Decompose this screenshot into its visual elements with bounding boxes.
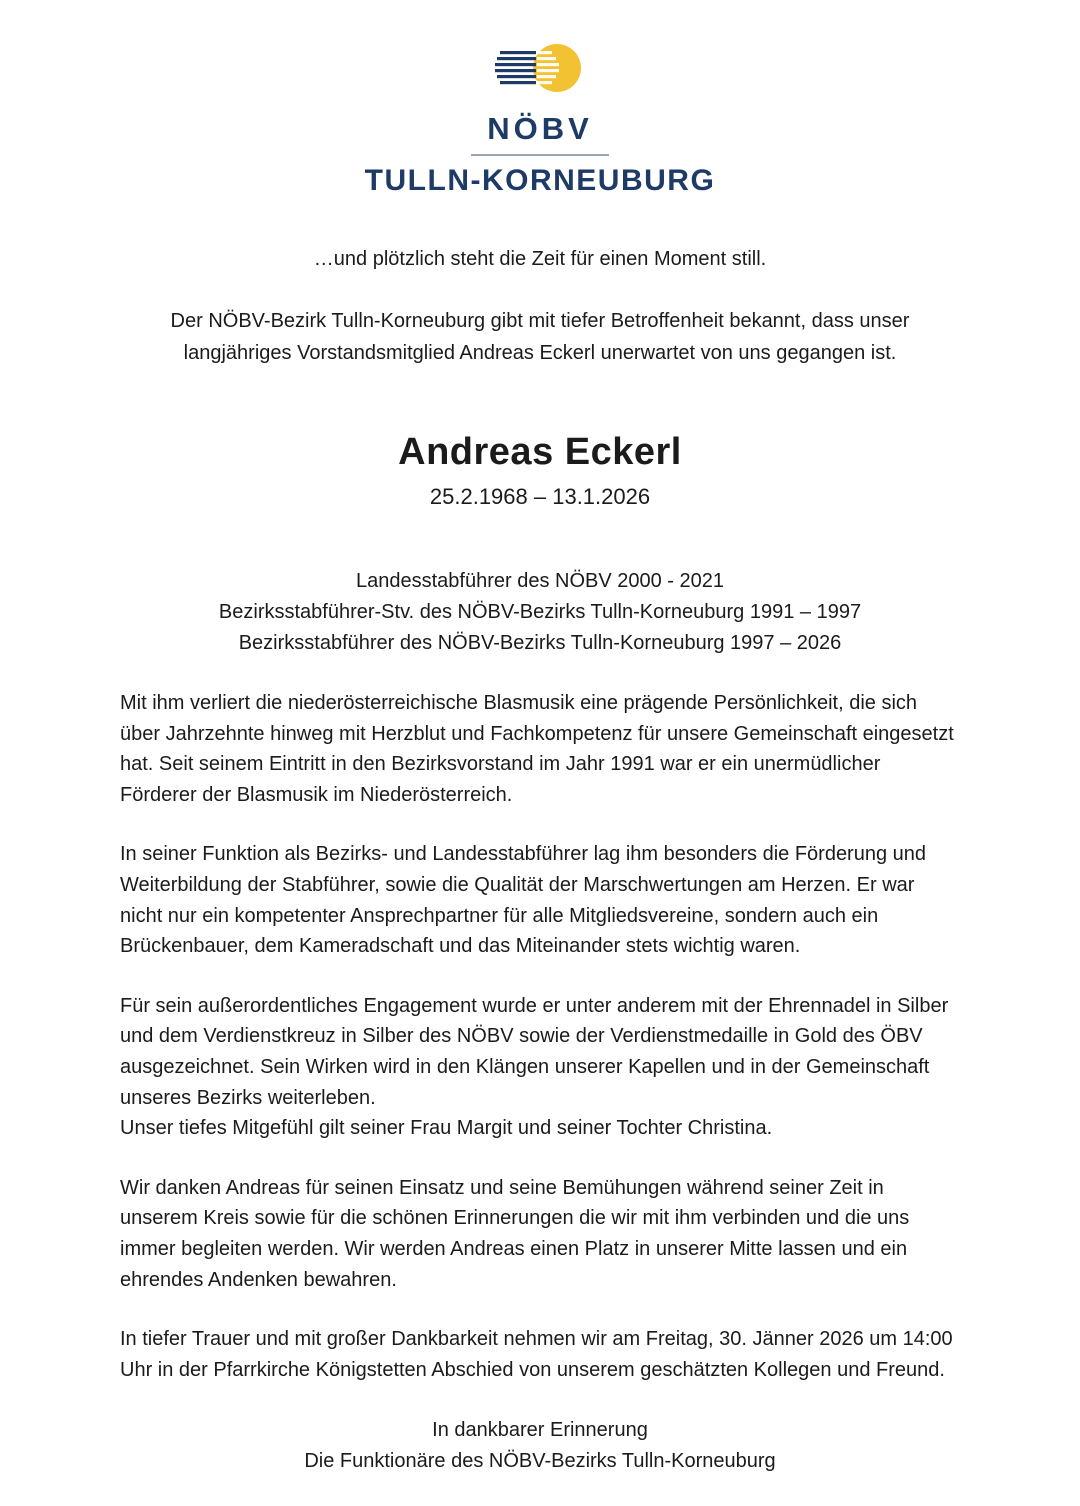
announcement-text: Der NÖBV-Bezirk Tulln-Korneuburg gibt mit tiefer Betroffenheit bekannt, dass unser langjähriges Vorstandsmitglied Andreas Eckerl unerwartet von uns gegangen ist. — [170, 310, 910, 364]
roles-list — [120, 566, 960, 659]
logo-brand-text: NÖBV — [487, 111, 593, 146]
obituary-paragraph-1: Mit ihm verliert die niederösterreichische Blasmusik eine prägende Persönlichkeit, die sich über Jahrzehnte hinweg mit Herzblut und Fachkompetenz für unsere Gemeinschaft eingesetzt hat. Seit seinem Eintritt in den Bezirksvorstand im Jahr 1991 war er ein unermüdlicher Förderer der Blasmusik im Niederösterreich. — [120, 692, 954, 806]
role-line-landesstabfuehrer: Landesstabführer des NÖBV 2000 - 2021 — [355, 570, 725, 592]
deceased-name: Andreas Eckerl — [398, 431, 682, 473]
closing-block — [120, 1415, 960, 1477]
obituary-paragraph-3: Für sein außerordentliches Engagement wurde er unter anderem mit der Ehrennadel in Silber und dem Verdienstkreuz in Silber des NÖBV sowie der Verdienstmedaille in Gold des ÖBV ausgezeichnet. Sein Wirken wird in den Klängen unserer Kapellen und in der Gemeinschaft unseres Bezirks weiterleben. — [120, 994, 949, 1109]
closing-line-1: In dankbarer Erinnerung — [432, 1419, 648, 1442]
nobv-logo — [120, 40, 960, 198]
logo-region-text: TULLN-KORNEUBURG — [364, 164, 716, 197]
memorial-quote: …und plötzlich steht die Zeit für einen Moment still. — [313, 248, 767, 270]
condolence-line: Unser tiefes Mitgefühl gilt seiner Frau Margit und seiner Tochter Christina. — [120, 1117, 773, 1140]
sun-with-lines-icon — [490, 40, 590, 107]
funeral-announcement: In tiefer Trauer und mit großer Dankbarkeit nehmen wir am Freitag, 30. Jänner 2026 um 14:00 Uhr in der Pfarrkirche Königstetten Abschied von unserem geschätzten Kollegen und Freund. — [120, 1328, 953, 1381]
obituary-paragraph-2: In seiner Funktion als Bezirks- und Landesstabführer lag ihm besonders die Förderung und Weiterbildung der Stabführer, sowie die Qualität der Marschwertungen am Herzen. Er war nicht nur ein kompetenter Ansprechpartner für alle Mitgliedsvereine, sondern auch ein Brückenbauer, dem Kameradschaft und das Miteinander stets wichtig waren. — [120, 843, 927, 958]
role-line-bezirksstabfuehrer: Bezirksstabführer des NÖBV-Bezirks Tulln-Korneuburg 1997 – 2026 — [238, 632, 842, 654]
life-dates: 25.2.1968 – 13.1.2026 — [429, 484, 651, 509]
logo-divider-line — [471, 154, 609, 156]
role-line-bezirksstabfuehrer-stv: Bezirksstabführer-Stv. des NÖBV-Bezirks Tulln-Korneuburg 1991 – 1997 — [218, 601, 862, 623]
closing-line-2: Die Funktionäre des NÖBV-Bezirks Tulln-Korneuburg — [304, 1450, 776, 1473]
obituary-paragraph-4: Wir danken Andreas für seinen Einsatz und seine Bemühungen während seiner Zeit in unserem Kreis sowie für die schönen Erinnerungen die wir mit ihm verbinden und die uns immer begleiten werden. Wir werden Andreas einen Platz in unserer Mitte lassen und ein ehrendes Andenken bewahren. — [120, 1176, 910, 1291]
